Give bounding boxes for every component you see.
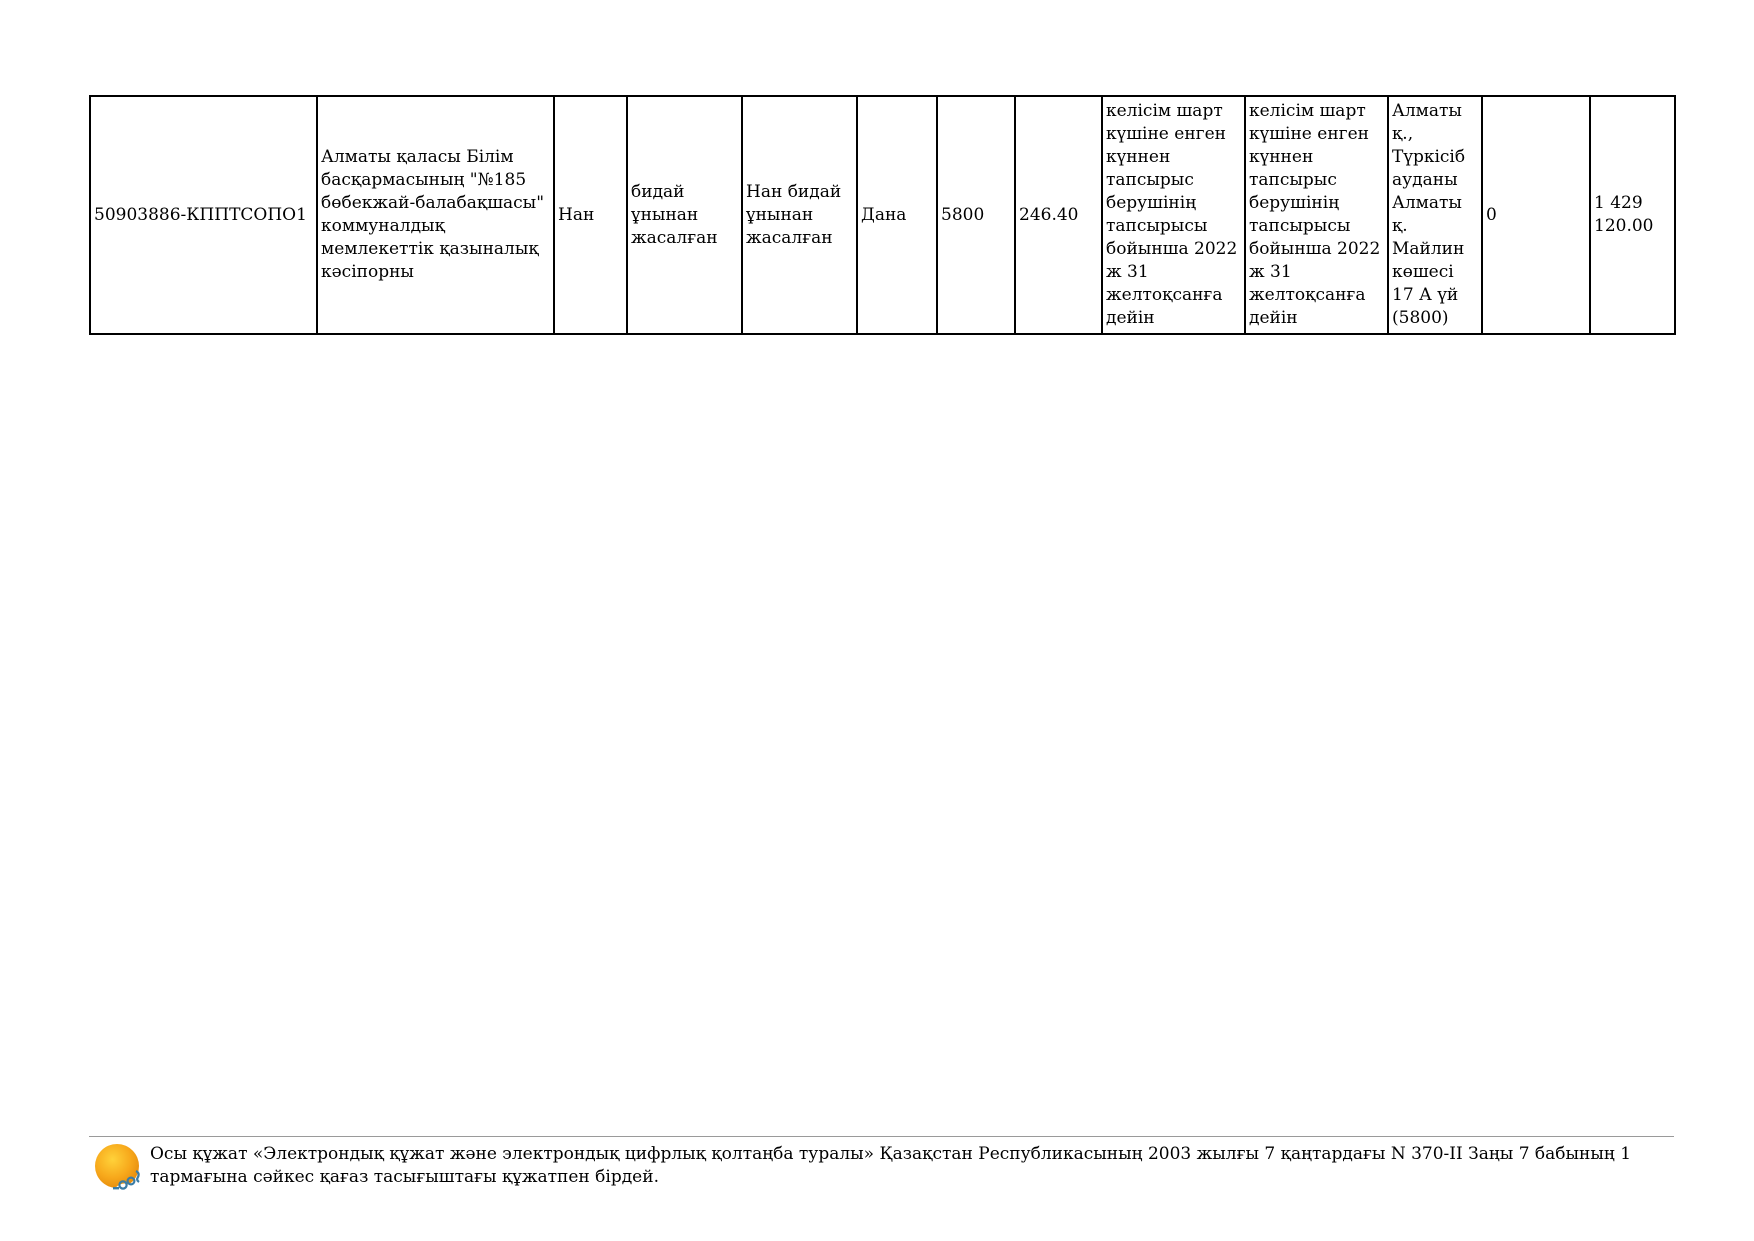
cell-id: 50903886-КППТСОПО1 bbox=[90, 96, 317, 334]
cell-advance: 0 bbox=[1482, 96, 1590, 334]
cell-unit: Дана bbox=[857, 96, 937, 334]
cell-item-name: Нан bbox=[554, 96, 627, 334]
egov-logo-icon bbox=[93, 1141, 143, 1193]
cell-delivery-place: Алматы қ., Түркісіб ауданы Алматы қ. Майлин көшесі 17 А үй (5800) bbox=[1388, 96, 1482, 334]
table-row bbox=[90, 96, 1675, 334]
cell-total: 1 429 120.00 bbox=[1590, 96, 1675, 334]
cell-full-description: Нан бидай ұнынан жасалған bbox=[742, 96, 857, 334]
cell-quantity: 5800 bbox=[937, 96, 1015, 334]
legal-notice-text: Осы құжат «Электрондық құжат және электрондық цифрлық қолтаңба туралы» Қазақстан Республикасының 2003 жылғы 7 қаңтардағы N 370-ІІ Заңы 7 бабының 1 тармағына сәйкес қағаз тасығыштағы құжатпен бірдей. bbox=[150, 1144, 1632, 1187]
cell-customer: Алматы қаласы Білім басқармасының "№185 бөбекжай-балабақшасы" коммуналдық мемлекеттік қазыналық кәсіпорны bbox=[317, 96, 554, 334]
document-footer bbox=[89, 1136, 1674, 1187]
cell-delivery-term-2: келісім шарт күшіне енген күннен тапсырыс берушінің тапсырысы бойынша 2022 ж 31 желтоқсанға дейін bbox=[1245, 96, 1388, 334]
procurement-table bbox=[89, 95, 1676, 335]
cell-delivery-term: келісім шарт күшіне енген күннен тапсырыс берушінің тапсырысы бойынша 2022 ж 31 желтоқсанға дейін bbox=[1102, 96, 1245, 334]
cell-short-description: бидай ұнынан жасалған bbox=[627, 96, 742, 334]
cell-price: 246.40 bbox=[1015, 96, 1102, 334]
